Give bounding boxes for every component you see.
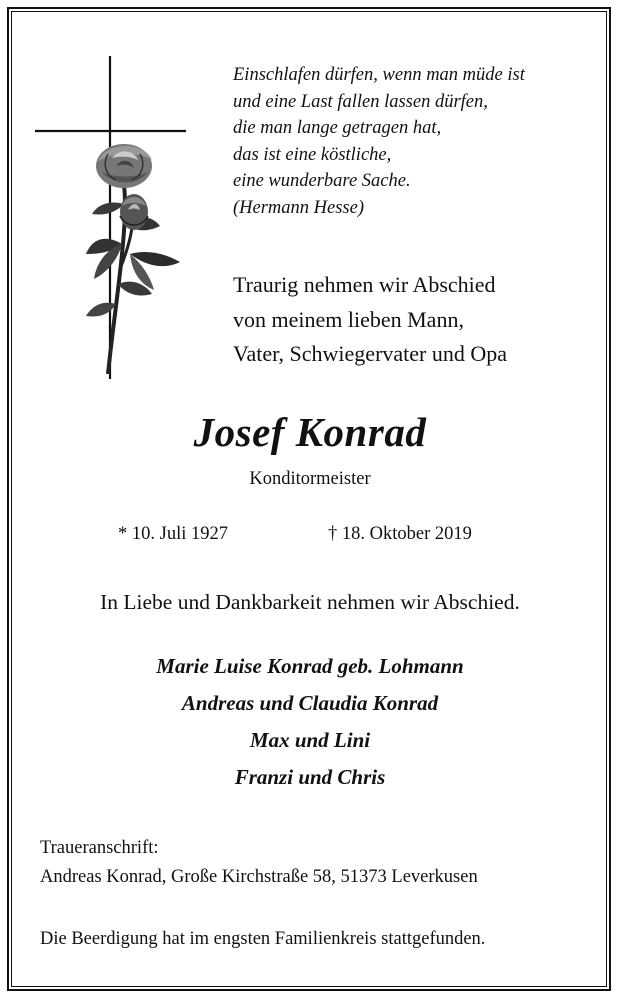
intro-line: Traurig nehmen wir Abschied — [233, 272, 496, 297]
poem-line: und eine Last fallen lassen dürfen, — [233, 91, 488, 112]
address-label: Traueranschrift: — [40, 838, 159, 858]
poem-line: die man lange getragen hat, — [233, 118, 442, 138]
intro-line: Vater, Schwiegervater und Opa — [233, 341, 508, 366]
funeral-note: Die Beerdigung hat im engsten Familienkreis stattgefunden. — [40, 929, 486, 949]
farewell-intro — [233, 268, 603, 372]
deceased-name: Josef Konrad — [193, 409, 427, 455]
poem-line: Einschlafen dürfen, wenn man müde ist — [233, 65, 525, 85]
poem — [233, 62, 603, 221]
poem-line: eine wunderbare Sache. — [233, 171, 411, 191]
thanks-line: In Liebe und Dankbarkeit nehmen wir Abschied. — [100, 590, 520, 614]
cross-with-rose-icon — [30, 54, 190, 384]
poem-line: das ist eine köstliche, — [233, 144, 392, 165]
death-date: † 18. Oktober 2019 — [328, 524, 472, 544]
address-line: Andreas Konrad, Große Kirchstraße 58, 51373 Leverkusen — [40, 867, 478, 887]
mourning-address — [40, 834, 478, 892]
birth-date: * 10. Juli 1927 — [118, 524, 228, 544]
intro-line: von meinem lieben Mann, — [233, 306, 464, 332]
family-member: Marie Luise Konrad geb. Lohmann — [156, 654, 464, 678]
poem-author: (Hermann Hesse) — [233, 197, 365, 218]
family-member: Andreas und Claudia Konrad — [181, 691, 439, 715]
family-member: Franzi und Chris — [234, 765, 386, 789]
family-member: Max und Lini — [249, 728, 371, 752]
family-list — [0, 648, 620, 796]
deceased-profession: Konditormeister — [249, 469, 371, 489]
